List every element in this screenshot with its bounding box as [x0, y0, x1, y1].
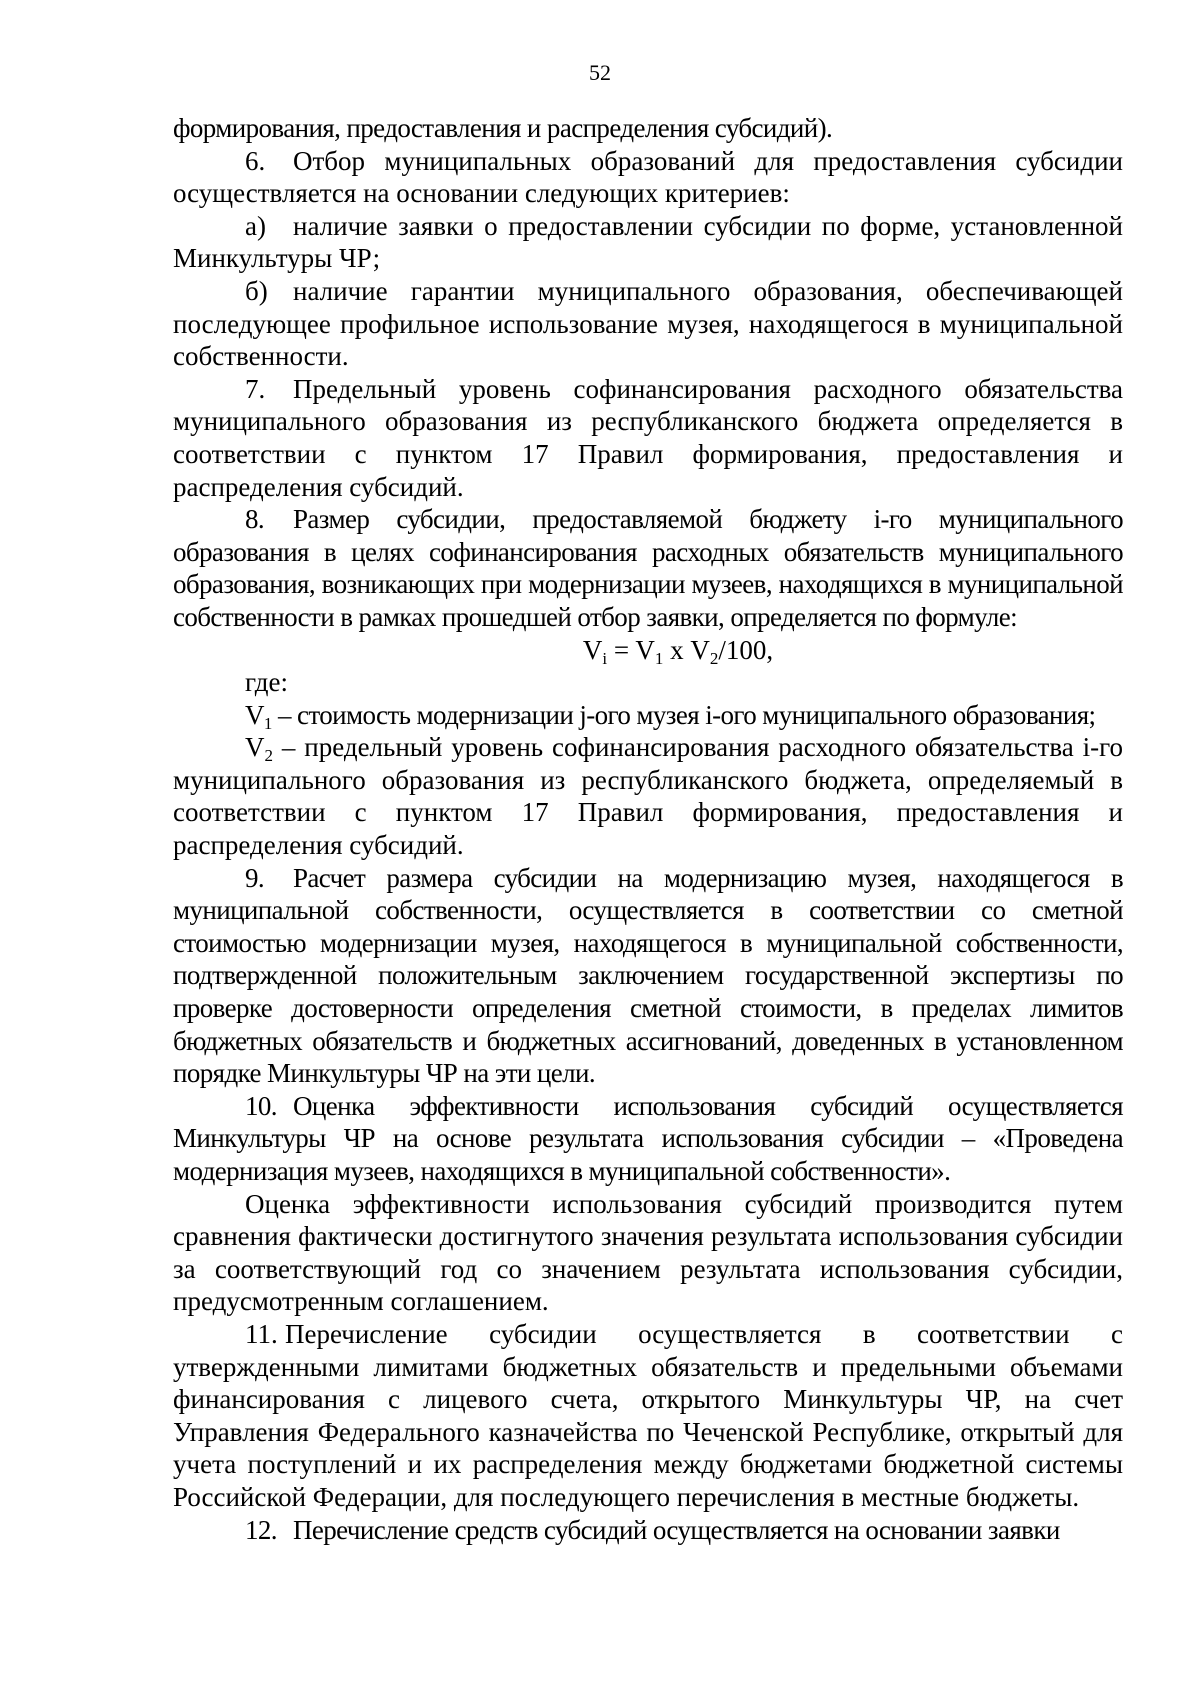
definition-v2: $V_2$ – предельный уровень софинансирования расходного обязательства i-го муниципального образования из республиканского бюджета, определяемый в соответствии с пунктом 17 Правил формирования, предоставления и распределения субсидий.	[173, 732, 1123, 861]
paragraph-6: 6. Отбор муниципальных образований для предоставления субсидии осуществляется на основании следующих критериев:	[173, 145, 1123, 209]
paragraph-8: 8. Размер субсидии, предоставляемой бюджету i-го муниципального образования в целях софинансирования расходных обязательств муниципального образования, возникающих при модернизации музеев, находящихся в муниципальной собственности в рамках прошедшей отбор заявки, определяется по формуле:	[173, 504, 1123, 632]
document-body	[173, 112, 1123, 1546]
item-number: 12.	[245, 1514, 277, 1545]
paragraph-10-continued: Оценка эффективности использования субсидий производится путем сравнения фактически достигнутого значения результата использования субсидии за соответствующий год со значением результата использования субсидии, предусмотренным соглашением.	[173, 1188, 1123, 1317]
paragraph-b: б) наличие гарантии муниципального образования, обеспечивающей последующее профильное использование музея, находящегося в муниципальной собственности.	[173, 275, 1123, 372]
item-letter: б)	[245, 275, 268, 306]
paragraph-7: 7. Предельный уровень софинансирования расходного обязательства муниципального образования из республиканского бюджета определяется в соответствии с пунктом 17 Правил формирования, предоставления и распределения субсидий.	[173, 373, 1123, 502]
paragraph-continuation: формирования, предоставления и распределения субсидий).	[173, 113, 833, 143]
paragraph-11: 11. Перечисление субсидии осуществляется в соответствии с утвержденными лимитами бюджетных обязательств и предельными объемами финансирования с лицевого счета, открытого Минкультуры ЧР, на счет Управления Федерального казначейства по Чеченской Республике, открытый для учета поступлений и их распределения между бюджетами бюджетной системы Российской Федерации, для последующего перечисления в местные бюджеты.	[173, 1318, 1123, 1512]
definition-v1: $V_1$ – стоимость модернизации j-ого музея i-ого муниципального образования;	[245, 699, 1096, 733]
paragraph-12: 12. Перечисление средств субсидий осуществляется на основании заявки	[245, 1514, 1060, 1545]
page-number: 52	[589, 60, 611, 85]
item-number: 6.	[245, 145, 266, 176]
item-number: 10.	[245, 1090, 277, 1121]
item-number: 9.	[245, 862, 265, 893]
item-letter: а)	[245, 210, 266, 241]
paragraph-10: 10. Оценка эффективности использования субсидий осуществляется Минкультуры ЧР на основе результата использования субсидии – «Проведена модернизация музеев, находящихся в муниципальной собственности».	[173, 1090, 1123, 1186]
where-label: где:	[245, 667, 288, 698]
formula: $V_i = V_1$ х $V_2/100$,	[582, 634, 774, 668]
item-number: 8.	[245, 504, 265, 535]
item-number: 11.	[245, 1318, 278, 1349]
paragraph-9: 9. Расчет размера субсидии на модернизацию музея, находящегося в муниципальной собственности, осуществляется в соответствии со сметной стоимостью модернизации музея, находящегося в муниципальной собственности, подтвержденной положительным заключением государственной экспертизы по проверке достоверности определения сметной стоимости, в пределах лимитов бюджетных обязательств и бюджетных ассигнований, доведенных в установленном порядке Минкультуры ЧР на эти цели.	[173, 862, 1123, 1089]
item-number: 7.	[245, 373, 266, 404]
paragraph-a: а) наличие заявки о предоставлении субсидии по форме, установленной Минкультуры ЧР;	[173, 210, 1123, 274]
